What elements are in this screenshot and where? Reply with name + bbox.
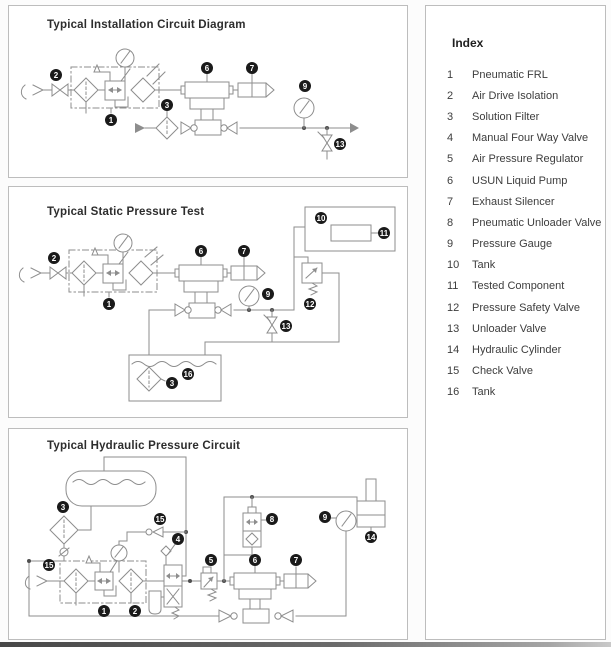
badge-14 [365, 531, 377, 543]
svg-text:4: 4 [175, 535, 181, 544]
svg-text:7: 7 [293, 556, 299, 565]
svg-text:14: 14 [366, 533, 376, 542]
svg-text:2: 2 [132, 607, 138, 616]
index-item: 8 Pneumatic Unloader Valve [447, 216, 602, 229]
badge-1 [98, 605, 110, 617]
badge-10 [315, 212, 327, 224]
svg-text:13: 13 [335, 140, 345, 149]
badge-3 [57, 501, 69, 513]
svg-text:2: 2 [53, 71, 59, 80]
badge-16 [182, 368, 194, 380]
index-item: 11 Tested Component [447, 280, 565, 293]
panel-installation-circuit [8, 5, 408, 178]
pneumatic-unloader-valve [224, 497, 266, 555]
unloader-valve [318, 128, 332, 159]
panel-static-pressure-test [8, 186, 408, 418]
badge-1 [103, 298, 115, 310]
exhaust-silencer [227, 257, 265, 280]
solution-filter [50, 516, 78, 544]
svg-text:11: 11 [379, 229, 389, 238]
check-valve-icon [221, 304, 231, 316]
badge-5 [205, 554, 217, 566]
svg-text:16: 16 [183, 370, 193, 379]
panel-hydraulic-pressure-circuit [8, 428, 408, 640]
svg-text:1: 1 [101, 607, 107, 616]
badge-15-upper [154, 513, 166, 525]
index-item: 1 Pneumatic FRL [447, 68, 548, 81]
svg-text:3: 3 [60, 503, 66, 512]
index-item: 4 Manual Four Way Valve [447, 132, 589, 145]
check-valve-icon [175, 304, 185, 316]
index-item: 10 Tank [447, 259, 496, 272]
return-line [205, 342, 339, 365]
index-title: Index [452, 36, 484, 50]
air-inlet-icon [21, 85, 52, 99]
badge-6 [201, 62, 213, 74]
installation-circuit-diagram [9, 6, 407, 177]
exhaust-silencer [233, 74, 274, 97]
badge-15-lower [43, 559, 55, 571]
tested-component [331, 225, 371, 241]
index-item: 13 Unloader Valve [447, 322, 547, 335]
index-item: 6 USUN Liquid Pump [447, 174, 568, 187]
svg-text:9: 9 [322, 513, 328, 522]
svg-text:12: 12 [305, 300, 315, 309]
svg-text:15: 15 [155, 515, 165, 524]
pneumatic-frl [60, 545, 146, 605]
check-valve-icon [219, 610, 231, 622]
panel-title: Typical Hydraulic Pressure Circuit [47, 440, 241, 452]
svg-text:13: 13 [281, 322, 291, 331]
check-valve-icon [281, 610, 293, 622]
svg-text:6: 6 [198, 247, 204, 256]
badge-2 [48, 252, 60, 264]
svg-text:3: 3 [169, 379, 175, 388]
index-list [447, 64, 602, 403]
air-inlet-icon [25, 576, 64, 589]
badge-7 [290, 554, 302, 566]
svg-text:6: 6 [204, 64, 210, 73]
svg-text:7: 7 [241, 247, 247, 256]
check-valve-icon [227, 122, 237, 134]
svg-text:1: 1 [108, 116, 114, 125]
svg-text:8: 8 [269, 515, 275, 524]
air-inlet-icon [19, 268, 50, 282]
check-valve-icon [181, 122, 191, 134]
index-item: 15 Check Valve [447, 365, 533, 378]
usun-liquid-pump [230, 566, 280, 623]
index-item: 3 Solution Filter [447, 110, 540, 123]
svg-text:15: 15 [44, 561, 54, 570]
badge-12 [304, 298, 316, 310]
badge-13 [334, 138, 346, 150]
badge-6 [249, 554, 261, 566]
pressure-gauge [331, 511, 356, 531]
badge-3 [166, 377, 178, 389]
drain-reservoir [149, 591, 161, 614]
svg-text:3: 3 [164, 101, 170, 110]
svg-text:1: 1 [106, 300, 112, 309]
index-item: 16 Tank [447, 386, 496, 399]
pressure-gauge [239, 286, 259, 310]
badge-7 [238, 245, 250, 257]
index-item: 7 Exhaust Silencer [447, 195, 555, 208]
panel-title: Typical Static Pressure Test [47, 206, 205, 218]
pressure-gauge [294, 98, 314, 128]
badge-8 [266, 513, 278, 525]
panel-index [425, 5, 606, 640]
badge-11 [378, 227, 390, 239]
air-pressure-regulator [201, 567, 217, 601]
liquid-line [149, 227, 305, 367]
index-item: 5 Air Pressure Regulator [447, 153, 584, 166]
index-item: 14 Hydraulic Cylinder [447, 344, 562, 357]
reservoir-tank [66, 471, 156, 506]
badge-9 [319, 511, 331, 523]
pressure-safety-valve [294, 257, 339, 342]
panel-title: Typical Installation Circuit Diagram [47, 19, 246, 31]
badge-3 [161, 99, 173, 111]
exhaust-silencer [280, 567, 316, 588]
badge-9 [299, 80, 311, 92]
badge-2 [129, 605, 141, 617]
hydraulic-cylinder [357, 479, 385, 531]
pneumatic-frl [71, 49, 165, 113]
unloader-valve [264, 310, 277, 342]
badge-4 [172, 533, 184, 545]
svg-text:5: 5 [208, 556, 214, 565]
check-valve-lower [27, 544, 69, 616]
svg-text:9: 9 [302, 82, 308, 91]
badge-2 [50, 69, 62, 81]
badge-1 [105, 114, 117, 126]
badge-7 [246, 62, 258, 74]
index-item: 12 Pressure Safety Valve [447, 301, 581, 314]
pneumatic-frl [69, 234, 163, 297]
svg-text:2: 2 [51, 254, 57, 263]
static-pressure-test-diagram [9, 187, 407, 417]
svg-text:6: 6 [252, 556, 258, 565]
badge-9 [262, 288, 274, 300]
svg-text:7: 7 [249, 64, 255, 73]
svg-text:10: 10 [316, 214, 326, 223]
page-bottom-edge [0, 642, 611, 647]
hydraulic-pressure-circuit-diagram [9, 429, 407, 639]
badge-6 [195, 245, 207, 257]
badge-13 [280, 320, 292, 332]
index-item: 2 Air Drive Isolation [447, 89, 559, 102]
index-item: 9 Pressure Gauge [447, 238, 553, 251]
svg-text:9: 9 [265, 290, 271, 299]
